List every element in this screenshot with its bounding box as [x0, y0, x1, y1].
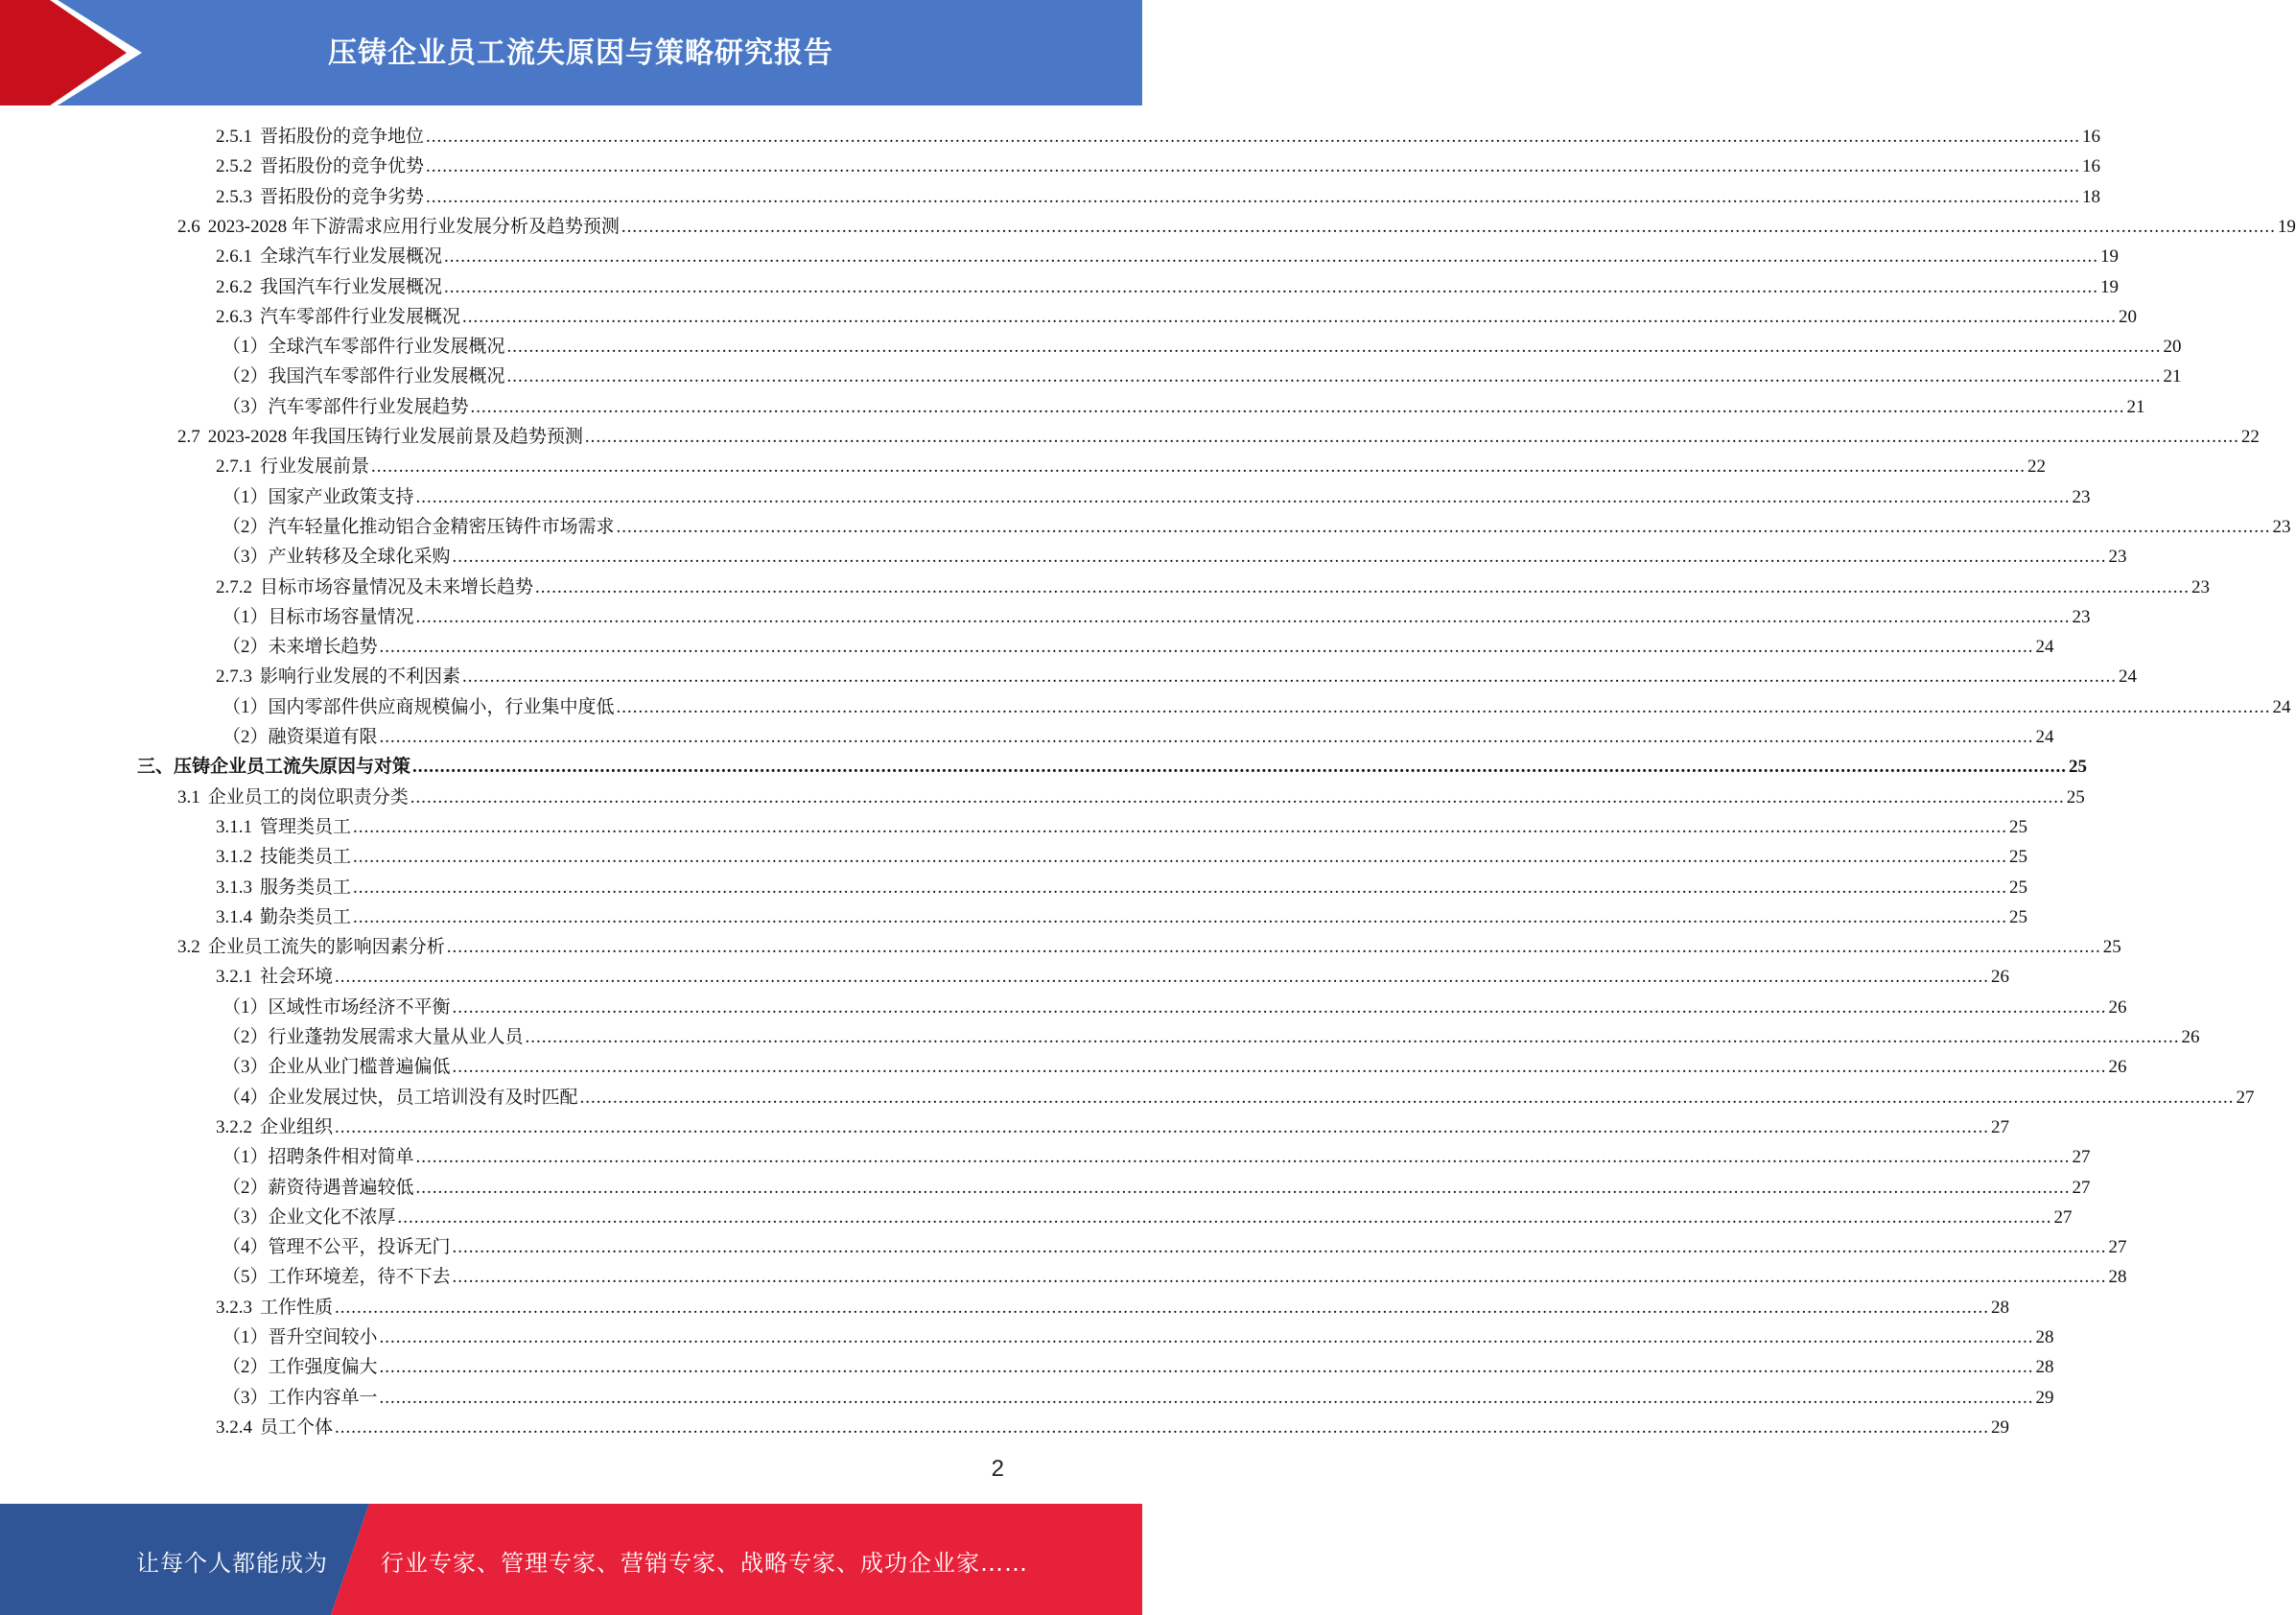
toc-entry-number: 2.6 — [177, 216, 200, 237]
toc-entry-page: 25 — [2009, 906, 2028, 927]
toc-leader-dots: ............................................................................................................................................................................................................................................................................................................ — [335, 967, 1990, 988]
toc-entry-number: 3.2 — [177, 937, 200, 958]
toc-entry-title: 薪资待遇普遍较低 — [268, 1177, 414, 1198]
toc-leader-dots: ............................................................................................................................................................................................................................................................................................................ — [452, 1237, 2107, 1258]
toc-entry-title: 管理类员工 — [260, 816, 352, 837]
toc-entry-title: 目标市场容量情况及未来增长趋势 — [260, 576, 534, 597]
toc-leader-dots: ............................................................................................................................................................................................................................................................................................................ — [462, 306, 2118, 327]
toc-leader-dots: ............................................................................................................................................................................................................................................................................................................ — [525, 1027, 2180, 1047]
toc-entry[interactable] — [223, 1232, 2127, 1262]
toc-entry[interactable] — [223, 542, 2127, 572]
toc-leader-dots: ............................................................................................................................................................................................................................................................................................................ — [616, 516, 2271, 537]
toc-entry[interactable] — [223, 482, 2091, 512]
toc-entry-page: 21 — [2126, 396, 2145, 417]
toc-entry[interactable] — [223, 993, 2127, 1022]
toc-entry-page: 19 — [2100, 246, 2120, 268]
toc-entry-title: 目标市场容量情况 — [268, 606, 414, 627]
toc-entry[interactable] — [216, 1293, 2010, 1322]
toc-entry-page: 23 — [2072, 486, 2091, 507]
toc-leader-dots: ............................................................................................................................................................................................................................................................................................................ — [379, 1387, 2034, 1408]
toc-entry-page: 22 — [2027, 456, 2047, 478]
toc-entry[interactable] — [177, 932, 2121, 962]
toc-entry-page: 24 — [2119, 667, 2138, 688]
toc-entry-title: 员工个体 — [260, 1416, 334, 1438]
toc-entry-number: 3.1.4 — [216, 906, 252, 927]
toc-entry-title: 技能类员工 — [260, 847, 352, 868]
toc-entry-number: （5） — [223, 1267, 269, 1288]
toc-entry-title: 汽车轻量化推动铝合金精密压铸件市场需求 — [268, 516, 615, 537]
toc-entry-title: 压铸企业员工流失原因与对策 — [174, 757, 411, 778]
toc-entry-title: 我国汽车行业发展概况 — [260, 276, 443, 297]
toc-entry[interactable] — [223, 1022, 2200, 1052]
toc-leader-dots: ............................................................................................................................................................................................................................................................................................................ — [452, 996, 2107, 1018]
toc-entry-page: 24 — [2035, 637, 2054, 658]
toc-entry-page: 25 — [2069, 757, 2088, 778]
toc-entry-number: （4） — [223, 1087, 269, 1108]
toc-entry[interactable] — [216, 1112, 2010, 1142]
toc-entry-number: （1） — [223, 337, 269, 358]
toc-entry-number: 3.1 — [177, 786, 200, 808]
toc-leader-dots: ............................................................................................................................................................................................................................................................................................................ — [444, 246, 2099, 268]
toc-entry-number: 3.2.1 — [216, 967, 252, 988]
toc-entry[interactable] — [216, 573, 2211, 602]
toc-entry-page: 19 — [2100, 276, 2120, 297]
toc-entry-title: 工作强度偏大 — [268, 1357, 378, 1378]
toc-leader-dots: ............................................................................................................................................................................................................................................................................................................ — [426, 127, 2081, 147]
toc-entry-title: 晋拓股份的竞争地位 — [260, 127, 425, 147]
toc-entry-number: （1） — [223, 1327, 269, 1347]
toc-entry[interactable] — [223, 1322, 2054, 1352]
toc-entry-page: 16 — [2082, 156, 2101, 177]
toc-entry-title: 2023-2028 年我国压铸行业发展前景及趋势预测 — [207, 427, 583, 447]
toc-entry-page: 27 — [1991, 1116, 2010, 1137]
toc-leader-dots: ............................................................................................................................................................................................................................................................................................................ — [379, 727, 2034, 747]
toc-entry-title: 行业发展前景 — [260, 456, 370, 478]
toc-leader-dots: ............................................................................................................................................................................................................................................................................................................ — [335, 1297, 1990, 1318]
toc-entry[interactable] — [223, 1173, 2091, 1203]
toc-entry-page: 21 — [2163, 366, 2182, 387]
toc-entry-number: 2.7 — [177, 427, 200, 447]
toc-entry-page: 23 — [2191, 576, 2211, 597]
toc-entry-title: 全球汽车行业发展概况 — [260, 246, 443, 268]
toc-entry-page: 25 — [2009, 877, 2028, 898]
toc-entry-page: 27 — [2053, 1206, 2073, 1228]
toc-entry-title: 全球汽车零部件行业发展概况 — [268, 337, 505, 358]
toc-entry-title: 行业蓬勃发展需求大量从业人员 — [268, 1027, 524, 1047]
toc-entry-page: 23 — [2272, 516, 2291, 537]
toc-entry[interactable] — [223, 1142, 2091, 1172]
toc-entry-title: 晋升空间较小 — [268, 1327, 378, 1347]
toc-entry[interactable] — [223, 1352, 2054, 1382]
toc-entry-page: 27 — [2236, 1087, 2255, 1108]
toc-entry[interactable] — [177, 212, 2296, 242]
toc-entry-page: 28 — [2035, 1357, 2054, 1378]
page-footer — [0, 1504, 1142, 1615]
toc-entry-title: 工作性质 — [260, 1297, 334, 1318]
toc-leader-dots: ............................................................................................................................................................................................................................................................................................................ — [426, 156, 2081, 177]
toc-entry-page: 25 — [2102, 937, 2121, 958]
toc-leader-dots: ............................................................................................................................................................................................................................................................................................................ — [506, 366, 2162, 387]
toc-entry-number: （2） — [223, 727, 269, 747]
toc-entry[interactable] — [223, 1203, 2073, 1232]
toc-leader-dots: ............................................................................................................................................................................................................................................................................................................ — [415, 1177, 2071, 1198]
toc-entry-number: 3.1.1 — [216, 816, 252, 837]
toc-entry-title: 汽车零部件行业发展趋势 — [268, 396, 469, 417]
toc-leader-dots: ............................................................................................................................................................................................................................................................................................................ — [444, 276, 2099, 297]
toc-leader-dots: ............................................................................................................................................................................................................................................................................................................ — [371, 456, 2027, 478]
toc-entry[interactable] — [216, 302, 2138, 332]
toc-leader-dots: ............................................................................................................................................................................................................................................................................................................ — [379, 637, 2034, 658]
toc-leader-dots: ............................................................................................................................................................................................................................................................................................................ — [426, 186, 2081, 207]
toc-entry-page: 26 — [1991, 967, 2010, 988]
toc-entry[interactable] — [223, 602, 2091, 632]
toc-entry-title: 企业从业门槛普遍偏低 — [268, 1057, 451, 1078]
toc-entry[interactable] — [223, 692, 2291, 722]
toc-entry-page: 16 — [2082, 127, 2101, 147]
toc-leader-dots: ............................................................................................................................................................................................................................................................................................................ — [452, 1057, 2107, 1078]
toc-entry-number: 3.2.2 — [216, 1116, 252, 1137]
toc-entry-number: 2.6.3 — [216, 306, 252, 327]
toc-leader-dots: ............................................................................................................................................................................................................................................................................................................ — [415, 606, 2071, 627]
toc-entry-title: 服务类员工 — [260, 877, 352, 898]
toc-leader-dots: ............................................................................................................................................................................................................................................................................................................ — [579, 1087, 2235, 1108]
toc-entry[interactable] — [223, 1083, 2255, 1112]
toc-entry-title: 我国汽车零部件行业发展概况 — [268, 366, 505, 387]
toc-entry-number: （4） — [223, 1237, 269, 1258]
toc-entry-number: （3） — [223, 1206, 269, 1228]
toc-entry-page: 24 — [2035, 727, 2054, 747]
toc-entry-title: 产业转移及全球化采购 — [268, 547, 451, 568]
toc-entry-number: 2.5.2 — [216, 156, 252, 177]
toc-entry[interactable] — [223, 1262, 2127, 1292]
toc-leader-dots: ............................................................................................................................................................................................................................................................................................................ — [616, 696, 2271, 717]
toc-entry[interactable] — [137, 752, 2088, 782]
toc-entry-title: 企业组织 — [260, 1116, 334, 1137]
toc-entry-number: 2.5.1 — [216, 127, 252, 147]
toc-entry-title: 管理不公平，投诉无门 — [268, 1237, 451, 1258]
toc-entry-number: 2.6.2 — [216, 276, 252, 297]
toc-entry[interactable] — [216, 182, 2101, 212]
toc-entry-number: 2.5.3 — [216, 186, 252, 207]
toc-entry-page: 25 — [2009, 847, 2028, 868]
toc-entry-title: 勤杂类员工 — [260, 906, 352, 927]
toc-entry-title: 企业员工的岗位职责分类 — [207, 786, 409, 808]
toc-entry[interactable] — [216, 873, 2028, 902]
footer-slogan-left: 让每个人都能成为 — [136, 1550, 328, 1577]
toc-leader-dots: ............................................................................................................................................................................................................................................................................................................ — [412, 757, 2068, 778]
toc-leader-dots: ............................................................................................................................................................................................................................................................................................................ — [506, 337, 2162, 358]
toc-entry-number: 2.7.1 — [216, 456, 252, 478]
toc-leader-dots: ............................................................................................................................................................................................................................................................................................................ — [470, 396, 2125, 417]
toc-entry[interactable] — [216, 122, 2101, 152]
toc-entry-page: 28 — [1991, 1297, 2010, 1318]
toc-entry-number: （3） — [223, 1057, 269, 1078]
toc-entry-page: 23 — [2108, 547, 2127, 568]
toc-entry[interactable] — [223, 332, 2182, 362]
toc-entry-number: （3） — [223, 396, 269, 417]
toc-entry-number: （1） — [223, 1147, 269, 1168]
toc-entry-page: 26 — [2108, 1057, 2127, 1078]
toc-entry-page: 27 — [2108, 1237, 2127, 1258]
toc-leader-dots: ............................................................................................................................................................................................................................................................................................................ — [415, 1147, 2071, 1168]
toc-leader-dots: ............................................................................................................................................................................................................................................................................................................ — [410, 786, 2065, 808]
toc-leader-dots: ............................................................................................................................................................................................................................................................................................................ — [397, 1206, 2052, 1228]
toc-leader-dots: ............................................................................................................................................................................................................................................................................................................ — [353, 877, 2008, 898]
toc-leader-dots: ............................................................................................................................................................................................................................................................................................................ — [353, 906, 2008, 927]
toc-entry-number: （1） — [223, 606, 269, 627]
toc-entry-title: 区域性市场经济不平衡 — [268, 996, 451, 1018]
toc-entry-title: 招聘条件相对简单 — [268, 1147, 414, 1168]
toc-leader-dots: ............................................................................................................................................................................................................................................................................................................ — [452, 1267, 2107, 1288]
toc-entry-page: 27 — [2072, 1147, 2091, 1168]
toc-entry-title: 工作环境差，待不下去 — [268, 1267, 451, 1288]
toc-entry-page: 20 — [2119, 306, 2138, 327]
toc-leader-dots: ............................................................................................................................................................................................................................................................................................................ — [452, 547, 2107, 568]
toc-entry[interactable] — [223, 1383, 2054, 1413]
toc-entry-title: 未来增长趋势 — [268, 637, 378, 658]
toc-entry[interactable] — [177, 422, 2260, 452]
toc-entry[interactable] — [223, 362, 2182, 391]
toc-entry-page: 25 — [2066, 786, 2085, 808]
footer-slogan-right: 行业专家、管理专家、营销专家、战略专家、成功企业家…… — [381, 1550, 1028, 1577]
toc-entry-page: 18 — [2082, 186, 2101, 207]
toc-entry[interactable] — [216, 452, 2047, 481]
toc-entry[interactable] — [223, 392, 2145, 422]
toc-entry[interactable] — [216, 962, 2010, 992]
toc-entry-title: 融资渠道有限 — [268, 727, 378, 747]
toc-entry-title: 工作内容单一 — [268, 1387, 378, 1408]
toc-entry-number: 三、 — [137, 757, 175, 778]
toc-entry-page: 26 — [2181, 1027, 2200, 1047]
toc-entry-title: 企业员工流失的影响因素分析 — [207, 937, 445, 958]
toc-entry[interactable] — [216, 842, 2028, 872]
toc-entry-title: 社会环境 — [260, 967, 334, 988]
toc-leader-dots: ............................................................................................................................................................................................................................................................................................................ — [379, 1327, 2034, 1347]
toc-entry-page: 28 — [2035, 1327, 2054, 1347]
toc-entry[interactable] — [216, 662, 2138, 691]
page-number: 2 — [991, 1456, 1004, 1482]
toc-entry[interactable] — [223, 632, 2054, 662]
toc-leader-dots: ............................................................................................................................................................................................................................................................................................................ — [353, 816, 2008, 837]
toc-entry-number: （3） — [223, 1387, 269, 1408]
toc-entry-number: 3.1.2 — [216, 847, 252, 868]
toc-leader-dots: ............................................................................................................................................................................................................................................................................................................ — [446, 937, 2101, 958]
toc-entry-title: 国家产业政策支持 — [268, 486, 414, 507]
toc-entry[interactable] — [223, 722, 2054, 752]
toc-entry-number: （2） — [223, 1357, 269, 1378]
toc-entry-title: 影响行业发展的不利因素 — [260, 667, 461, 688]
toc-leader-dots: ............................................................................................................................................................................................................................................................................................................ — [379, 1357, 2034, 1378]
toc-entry[interactable] — [216, 902, 2028, 932]
toc-entry[interactable] — [216, 242, 2120, 271]
toc-entry-number: （2） — [223, 366, 269, 387]
toc-entry-title: 汽车零部件行业发展概况 — [260, 306, 461, 327]
toc-entry[interactable] — [223, 1052, 2127, 1082]
toc-entry-number: 3.2.3 — [216, 1297, 252, 1318]
toc-entry-title: 国内零部件供应商规模偏小，行业集中度低 — [268, 696, 615, 717]
toc-entry-number: 2.6.1 — [216, 246, 252, 268]
toc-entry-page: 28 — [2108, 1267, 2127, 1288]
toc-entry[interactable] — [216, 1413, 2010, 1442]
toc-entry[interactable] — [216, 272, 2120, 302]
toc-leader-dots: ............................................................................................................................................................................................................................................................................................................ — [535, 576, 2191, 597]
toc-entry-page: 29 — [2035, 1387, 2054, 1408]
toc-entry-page: 22 — [2240, 427, 2260, 447]
toc-entry[interactable] — [216, 812, 2028, 842]
toc-leader-dots: ............................................................................................................................................................................................................................................................................................................ — [335, 1416, 1990, 1438]
toc-entry-page: 19 — [2277, 216, 2296, 237]
toc-entry-title: 企业发展过快，员工培训没有及时匹配 — [268, 1087, 578, 1108]
toc-entry-number: 3.2.4 — [216, 1416, 252, 1438]
toc-entry-number: （3） — [223, 547, 269, 568]
toc-leader-dots: ............................................................................................................................................................................................................................................................................................................ — [584, 427, 2239, 447]
toc-leader-dots: ............................................................................................................................................................................................................................................................................................................ — [462, 667, 2118, 688]
toc-leader-dots: ............................................................................................................................................................................................................................................................................................................ — [353, 847, 2008, 868]
toc-entry-page: 27 — [2072, 1177, 2091, 1198]
toc-entry-number: （1） — [223, 486, 269, 507]
toc-entry-number: （1） — [223, 696, 269, 717]
toc-entry-number: 2.7.2 — [216, 576, 252, 597]
toc-entry-page: 24 — [2272, 696, 2291, 717]
toc-entry-number: （2） — [223, 1177, 269, 1198]
toc-leader-dots: ............................................................................................................................................................................................................................................................................................................ — [415, 486, 2071, 507]
toc-entry-title: 2023-2028 年下游需求应用行业发展分析及趋势预测 — [207, 216, 620, 237]
toc-entry-number: （2） — [223, 637, 269, 658]
toc-entry-number: （2） — [223, 516, 269, 537]
toc-entry-title: 企业文化不浓厚 — [268, 1206, 396, 1228]
toc-entry-page: 20 — [2163, 337, 2182, 358]
toc-entry-number: （2） — [223, 1027, 269, 1047]
toc-entry-page: 26 — [2108, 996, 2127, 1018]
toc-entry-title: 晋拓股份的竞争劣势 — [260, 186, 425, 207]
toc-leader-dots: ............................................................................................................................................................................................................................................................................................................ — [335, 1116, 1990, 1137]
toc-entry[interactable] — [177, 783, 2085, 812]
toc-entry-page: 29 — [1991, 1416, 2010, 1438]
toc-entry-page: 23 — [2072, 606, 2091, 627]
toc-entry-number: 2.7.3 — [216, 667, 252, 688]
toc-entry-number: 3.1.3 — [216, 877, 252, 898]
toc-entry-page: 25 — [2009, 816, 2028, 837]
toc-entry-number: （1） — [223, 996, 269, 1018]
toc-leader-dots: ............................................................................................................................................................................................................................................................................................................ — [621, 216, 2276, 237]
page-header — [0, 0, 1142, 105]
toc-entry[interactable] — [216, 152, 2101, 181]
toc-entry-title: 晋拓股份的竞争优势 — [260, 156, 425, 177]
toc-entry[interactable] — [223, 512, 2291, 542]
header-title: 压铸企业员工流失原因与策略研究报告 — [328, 36, 833, 70]
